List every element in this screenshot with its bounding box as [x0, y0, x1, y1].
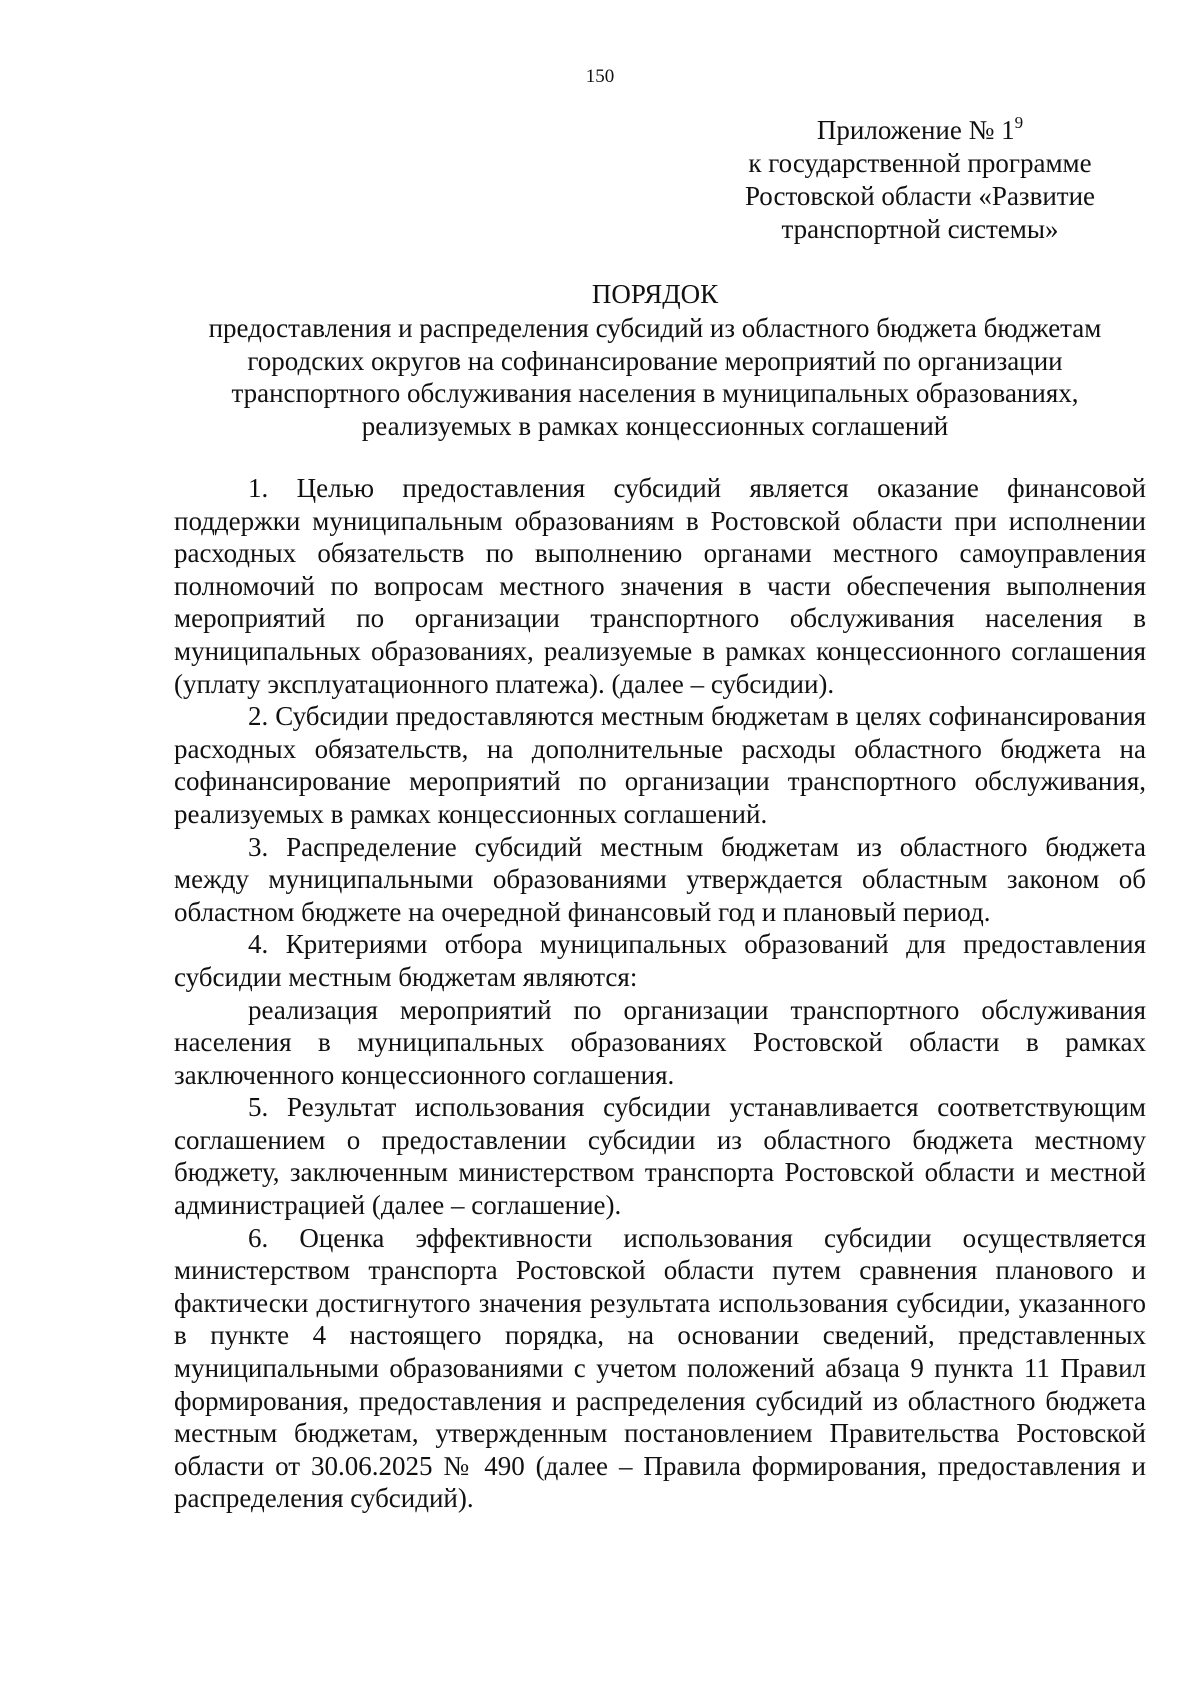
subtitle-line-3: транспортного обслуживания населения в муниципальных образованиях,	[231, 378, 1079, 408]
document-body	[174, 472, 1146, 1515]
appendix-superscript: 9	[1014, 113, 1024, 132]
paragraph-1: 1. Целью предоставления субсидий является оказание финансовой поддержки муниципальным образованиям в Ростовской области при исполнении расходных обязательств по выполнению органами местного самоуправления полномочий по вопросам местного значения в части обеспечения выполнения мероприятий по организации транспортного обслуживания населения в муниципальных образованиях, реализуемые в рамках концессионного соглашения (уплату эксплуатационного платежа). (далее – субсидии).	[174, 473, 1146, 699]
subtitle-line-4: реализуемых в рамках концессионных соглашений	[361, 410, 949, 441]
paragraph-5: 5. Результат использования субсидии устанавливается соответствующим соглашением о предоставлении субсидии из областного бюджета местному бюджету, заключенным министерством транспорта Ростовской области и местной администрацией (далее – соглашение).	[174, 1092, 1146, 1221]
paragraph-6: 6. Оценка эффективности использования субсидии осуществляется министерством транспорта Ростовской области путем сравнения планового и фактически достигнутого значения результата использования субсидии, указанного в пункте 4 настоящего порядка, на основании сведений, представленных муниципальными образованиями с учетом положений абзаца 9 пункта 11 Правил формирования, предоставления и распределения субсидий из областного бюджета местным бюджетам, утвержденным постановлением Правительства Ростовской области от 30.06.2025 № 490 (далее – Правила формирования, предоставления и распределения субсидий).	[174, 1222, 1146, 1514]
appendix-line-3: Ростовской области «Развитие	[744, 181, 1096, 211]
paragraph-2: 2. Субсидии предоставляются местным бюджетам в целях софинансирования расходных обязательств, на дополнительные расходы областного бюджета на софинансирование мероприятий по организации транспортного обслуживания, реализуемых в рамках концессионных соглашений.	[174, 701, 1146, 829]
appendix-line-2: к государственной программе	[748, 148, 1092, 178]
appendix-line-1	[730, 114, 1110, 147]
appendix-line-4: транспортной системы»	[781, 214, 1059, 244]
page-number: 150	[585, 66, 615, 87]
document-subtitle	[160, 312, 1150, 442]
subtitle-line-1: предоставления и распределения субсидий из областного бюджета бюджетам	[208, 313, 1102, 343]
document-title: ПОРЯДОК	[591, 279, 719, 309]
subtitle-line-2: городских округов на софинансирование мероприятий по организации	[247, 345, 1063, 376]
paragraph-4: 4. Критериями отбора муниципальных образований для предоставления субсидии местным бюджетам являются:	[174, 929, 1146, 992]
appendix-number: Приложение № 1	[816, 115, 1015, 145]
paragraph-3: 3. Распределение субсидий местным бюджетам из областного бюджета между муниципальными образованиями утверждается областным законом об областном бюджете на очередной финансовый год и плановый период.	[174, 831, 1146, 927]
appendix-header	[730, 114, 1110, 246]
paragraph-4-criterion: реализация мероприятий по организации транспортного обслуживания населения в муниципальных образованиях Ростовской области в рамках заключенного концессионного соглашения.	[174, 994, 1146, 1090]
